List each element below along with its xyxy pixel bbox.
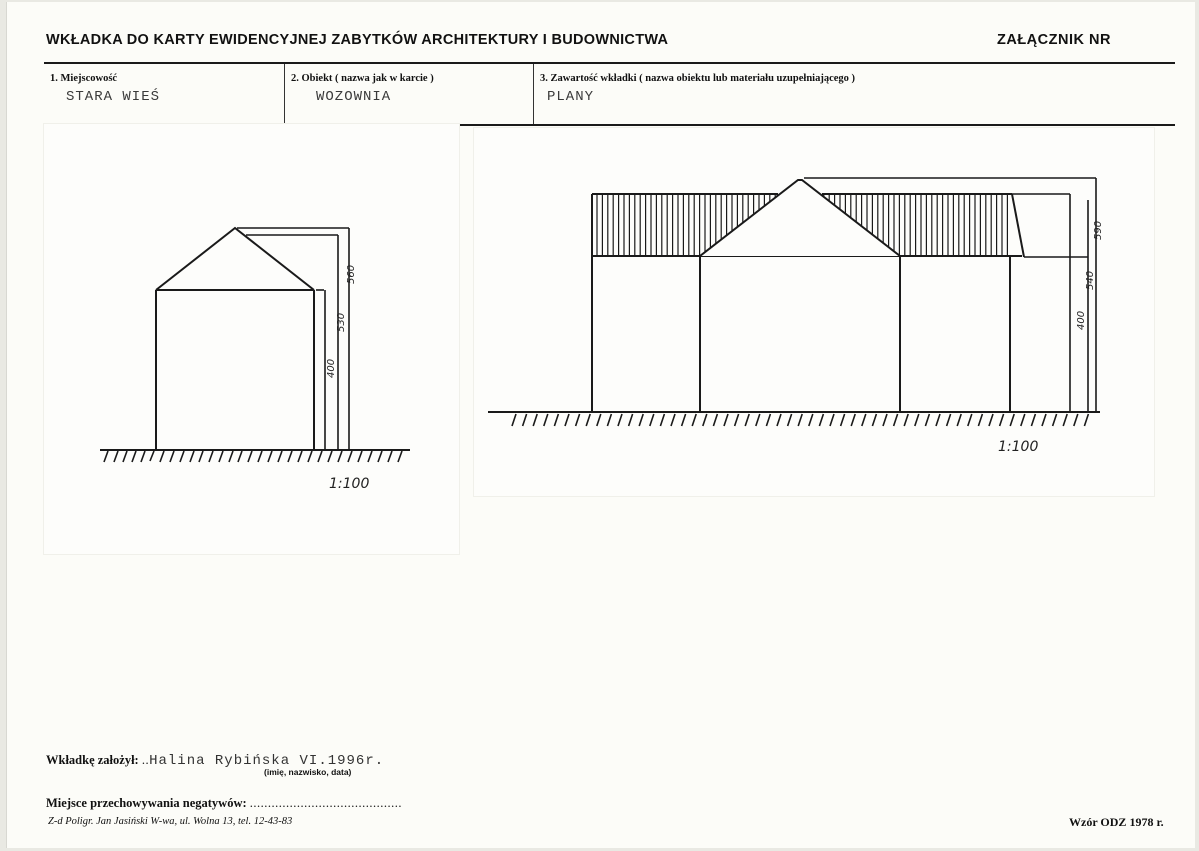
negatives-row xyxy=(46,796,402,811)
negatives-dots: .......................................... xyxy=(249,796,403,810)
contents-label: 3. Zawartość wkładki ( nazwa obiektu lub materiału uzupełniającego ) xyxy=(540,73,856,84)
created-by-row: Wkładkę założył: ..Halina Rybińska VI.1996r. xyxy=(46,753,385,769)
ground-hatch-lines xyxy=(512,414,1088,426)
object-value: WOZOWNIA xyxy=(316,89,392,105)
front-dim-540: 540 xyxy=(1085,270,1096,290)
front-dim-400: 400 xyxy=(1076,310,1087,330)
negatives-label: Miejsce przechowywania negatywów: xyxy=(46,796,247,810)
created-by-label: Wkładkę założył: xyxy=(46,753,139,767)
card-title: WKŁADKA DO KARTY EWIDENCYJNEJ ZABYTKÓW ARCHITEKTURY I BUDOWNICTWA xyxy=(46,32,669,48)
front-ground-hatching xyxy=(512,414,1088,426)
contents-value: PLANY xyxy=(547,89,595,105)
object-label: 2. Obiekt ( nazwa jak w karcie ) xyxy=(291,73,434,84)
side-dimension-labels xyxy=(326,265,357,378)
side-ground-hatching xyxy=(104,451,402,462)
front-roof-slope-right xyxy=(1012,194,1024,257)
front-dim-590: 590 xyxy=(1093,220,1104,240)
created-by-hint: (imię, nazwisko, data) xyxy=(264,767,352,777)
side-dim-530: 530 xyxy=(336,312,347,332)
side-gable-roof xyxy=(156,228,314,290)
front-central-gable xyxy=(700,180,900,256)
locality-label: 1. Miejscowość xyxy=(50,73,118,84)
created-by-value: Halina Rybińska VI.1996r. xyxy=(149,753,385,769)
front-scale-label: 1:100 xyxy=(998,439,1039,455)
locality-value: STARA WIEŚ xyxy=(66,89,161,105)
front-elevation-drawing xyxy=(488,178,1100,426)
side-dim-400: 400 xyxy=(326,358,337,378)
printer-imprint: Z-d Poligr. Jan Jasiński W-wa, ul. Wolna 13, tel. 12-43-83 xyxy=(48,816,293,827)
form-model: Wzór ODZ 1978 r. xyxy=(1069,815,1164,829)
side-elevation-drawing xyxy=(100,228,410,462)
front-dimension-lines xyxy=(804,178,1096,412)
side-dim-560: 560 xyxy=(346,264,357,284)
annex-number: ZAŁĄCZNIK NR xyxy=(997,32,1111,48)
side-scale-label: 1:100 xyxy=(329,476,370,492)
side-dimension-lines xyxy=(237,228,349,450)
front-dimension-labels xyxy=(1076,221,1104,330)
